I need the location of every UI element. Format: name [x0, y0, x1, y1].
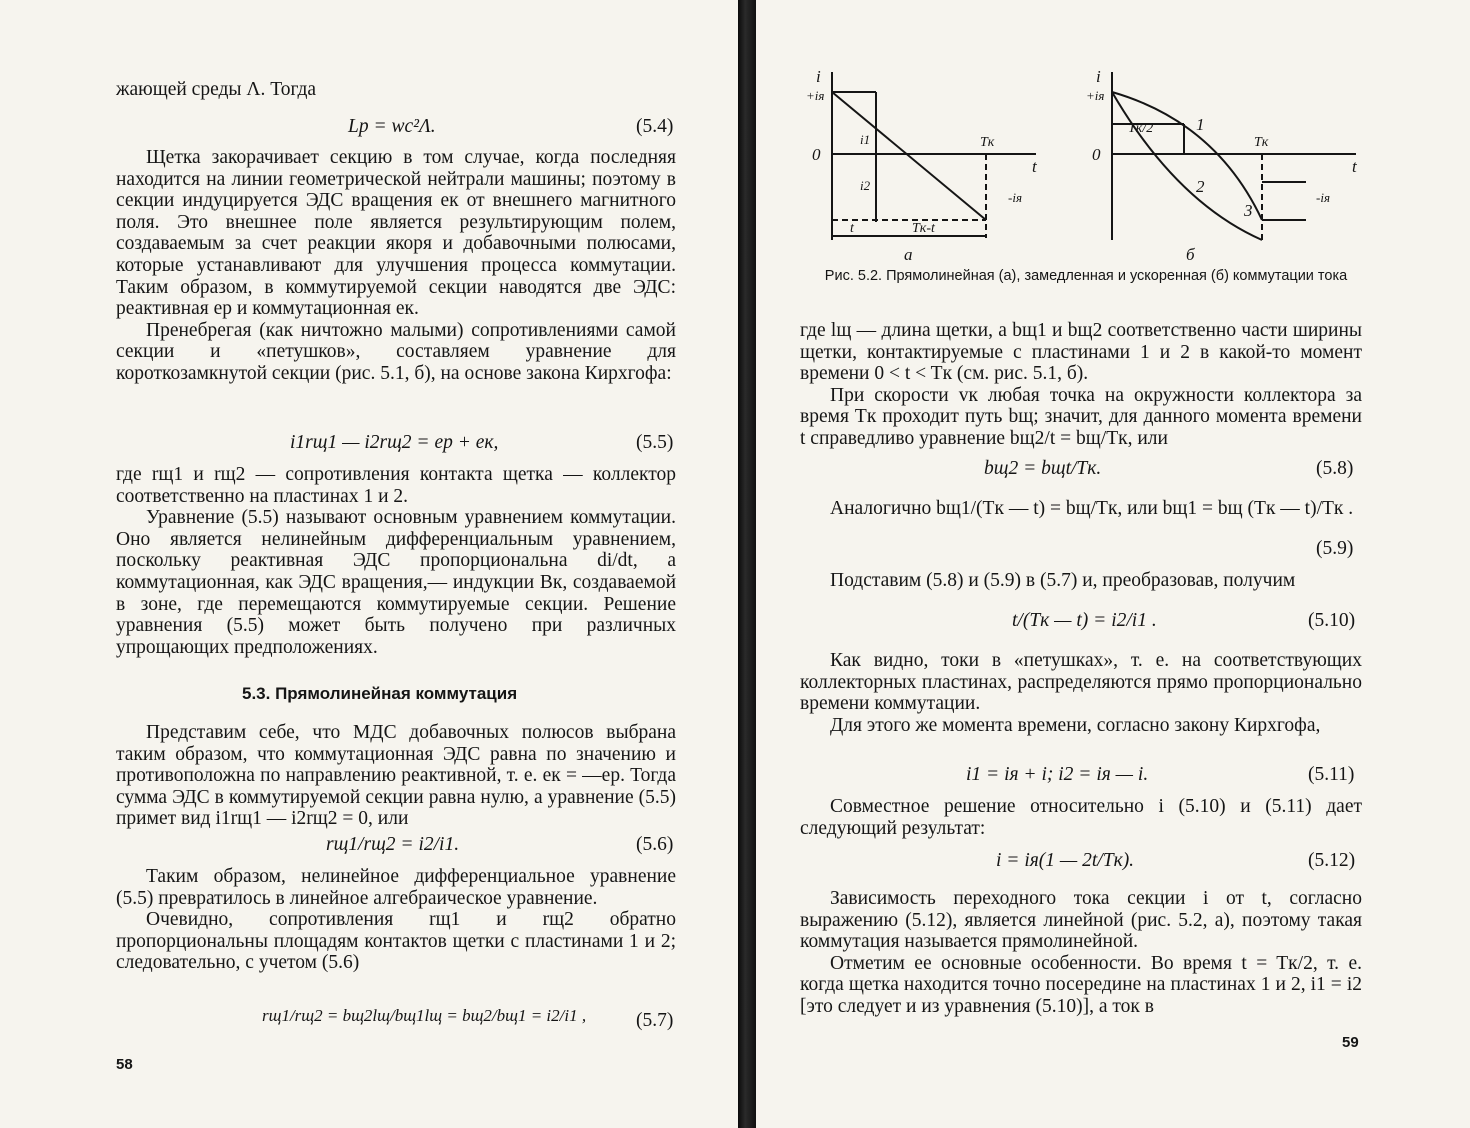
paragraph-mds: Представим себе, что МДС добавочных полюсов выбрана таким образом, что коммутационная ЭДС равна по значению и противоположна по направлению реактивной, т. е. eк = —eр. Тогда сумма ЭДС в коммутируемой секции равна нулю, а уравнение (5.5) примет вид i1rщ1 — i2rщ2 = 0, или [116, 722, 676, 830]
book-gutter [738, 0, 756, 1128]
label-a-t: t [850, 221, 854, 236]
paragraph-linear: Таким образом, нелинейное дифференциальное уравнение (5.5) превратилось в линейное алгебраическое уравнение. Очевидно, сопротивления rщ1 и rщ2 обратно пропорциональны площадям контактов щетки с пластинами 1 и 2; следовательно, с учетом (5.6) [116, 866, 676, 974]
label-b-curve-3: 3 [1244, 201, 1253, 220]
curve-2 [1112, 92, 1262, 240]
paragraph-substitute: Подставим (5.8) и (5.9) в (5.7) и, преобразовав, получим [830, 570, 1296, 591]
equation-5-4: Lр = wс²Λ. [348, 116, 436, 137]
equation-number-5-4: (5.4) [636, 116, 674, 137]
equation-number-5-8: (5.8) [1316, 458, 1354, 479]
paragraph-brush: Щетка закорачивает секцию в том случае, когда последняя находится на линии геометрической нейтрали машины; поэтому в секции индуцируется ЭДС вращения eк от внешнего магнитного поля. Это внешнее поле является результирующим полем, создаваемым за счет реакции якоря и добавочными полюсами, которые устанавливают для улучшения процесса коммутации. Таким образом, в коммутируемой секции наводятся две ЭДС: реактивная eр и коммутационная eк. Пренебрегая (как ничтожно малыми) сопротивлениями самой секции и «петушков», составляем уравнение для короткозамкнутой секции (рис. 5.1, б), на основе закона Кирхгофа: [116, 147, 676, 384]
paragraph-joint: Совместное решение относительно i (5.10) и (5.11) дает следующий результат: [800, 796, 1362, 839]
equation-5-6: rщ1/rщ2 = i2/i1. [326, 834, 460, 855]
equation-5-11: i1 = iя + i; i2 = iя — i. [966, 764, 1149, 785]
paragraph-resistances: где rщ1 и rщ2 — сопротивления контакта щетка — коллектор соответственно на пластинах 1 и 2. Уравнение (5.5) называют основным уравнением коммутации. Оно является нелинейным дифференциальным уравнением, поскольку реактивная ЭДС пропорциональна di/dt, а коммутационная, как ЭДС вращения,— индукции Bк, создаваемой в зоне, где перемещаются коммутируемые секции. Решение уравнения (5.5) может быть получено при различных упрощающих предположениях. [116, 464, 676, 658]
label-b-tk-half: Tк/2 [1128, 121, 1154, 136]
label-b-t-axis: t [1352, 157, 1357, 176]
label-b-caption: б [1186, 245, 1195, 264]
label-b-curve-1: 1 [1196, 115, 1205, 134]
equation-number-5-12: (5.12) [1308, 850, 1356, 871]
label-b-zero: 0 [1092, 145, 1101, 164]
equation-number-5-6: (5.6) [636, 834, 674, 855]
curve-1 [1112, 92, 1262, 220]
figure-5-2 [796, 62, 1416, 272]
equation-number-5-9: (5.9) [1316, 538, 1354, 559]
label-b-minus-i: -iя [1316, 190, 1330, 205]
linear-current-line [832, 92, 986, 220]
paragraph-currents: Как видно, токи в «петушках», т. е. на соответствующих коллекторных пластинах, распределяются прямо пропорционально времени коммутации. Для этого же момента времени, согласно закону Кирхгофа, [800, 650, 1362, 736]
label-a-tk: Tк [980, 135, 995, 150]
equation-5-10: t/(Tк — t) = i2/i1 . [1012, 610, 1157, 631]
equation-5-8: bщ2 = bщt/Tк. [984, 458, 1102, 479]
section-heading: 5.3. Прямолинейная коммутация [242, 684, 518, 703]
label-a-zero: 0 [812, 145, 821, 164]
paragraph-intro: жающей среды Λ. Тогда [116, 79, 317, 100]
label-a-i1: i1 [860, 132, 871, 147]
paragraph-dependence: Зависимость переходного тока секции i от t, согласно выражению (5.12), является линейной (рис. 5.2, а), поэтому такая коммутация называется прямолинейной. Отметим ее основные особенности. Во время t = Tк/2, т. е. когда щетка находится точно посередине на пластинах 1 и 2, i1 = i2 [это следует и из уравнения (5.10)], а ток в [800, 888, 1362, 1017]
label-a-caption: a [904, 245, 913, 264]
figure-caption: Рис. 5.2. Прямолинейная (а), замедленная и ускоренная (б) коммутации тока [824, 268, 1348, 284]
label-b-i: i [1096, 67, 1101, 86]
label-b-curve-2: 2 [1196, 177, 1205, 196]
equation-number-5-5: (5.5) [636, 432, 674, 453]
equation-5-7: rщ1/rщ2 = bщ2lщ/bщ1lщ = bщ2/bщ1 = i2/i1 , [262, 1006, 587, 1025]
label-b-plus-i: +iя [1086, 88, 1105, 103]
equation-number-5-7: (5.7) [636, 1010, 674, 1031]
equation-5-12: i = iя(1 — 2t/Tк). [996, 850, 1135, 871]
page-number-right: 59 [1342, 1034, 1359, 1051]
label-a-tk-t: Tк-t [912, 221, 935, 236]
equation-5-5: i1rщ1 — i2rщ2 = eр + eк, [290, 432, 499, 453]
label-a-t-axis: t [1032, 157, 1037, 176]
label-a-i: i [816, 67, 821, 86]
label-b-tk: Tк [1254, 135, 1269, 150]
label-a-minus-i: -iя [1008, 190, 1022, 205]
label-a-i2: i2 [860, 178, 871, 193]
page-number-left: 58 [116, 1056, 133, 1073]
equation-number-5-10: (5.10) [1308, 610, 1356, 631]
paragraph-lsch: где lщ — длина щетки, а bщ1 и bщ2 соответственно части ширины щетки, контактируемые с пластинами 1 и 2 в какой-то момент времени 0 < t < Tк (см. рис. 5.1, б). При скорости vк любая точка на окружности коллектора за время Tк проходит путь bщ; значит, для данного момента времени t справедливо уравнение bщ2/t = bщ/Tк, или [800, 320, 1362, 449]
paragraph-analog: Аналогично bщ1/(Tк — t) = bщ/Tк, или bщ1 = bщ (Tк — t)/Tк . [830, 498, 1354, 519]
equation-number-5-11: (5.11) [1308, 764, 1355, 785]
label-a-plus-i: +iя [806, 88, 825, 103]
right-page [756, 0, 1470, 1128]
